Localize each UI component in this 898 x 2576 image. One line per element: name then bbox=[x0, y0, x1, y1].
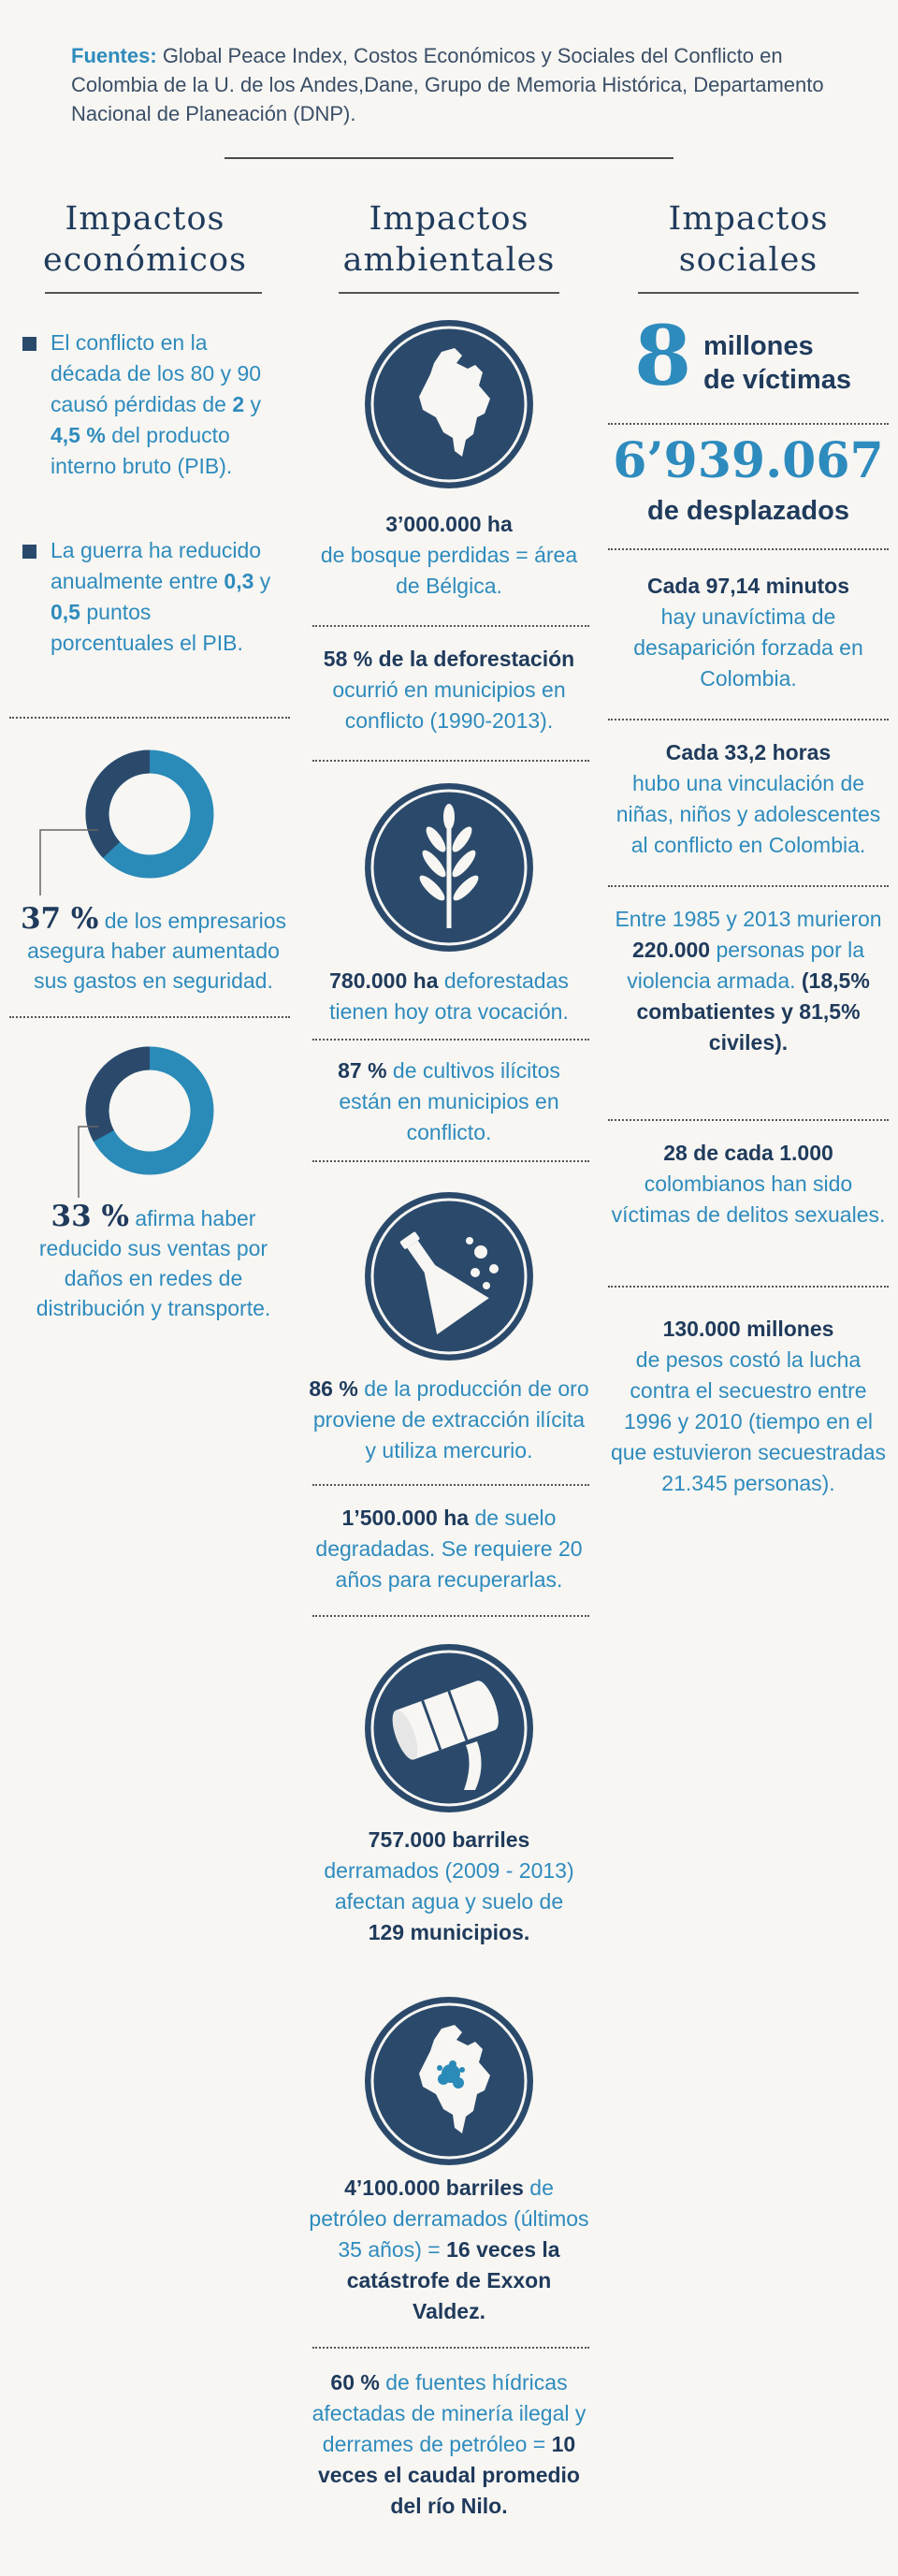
flask-mercury-icon bbox=[365, 1192, 533, 1361]
sources-note bbox=[71, 41, 838, 128]
social-stat-victims: 8 millones de víctimas bbox=[634, 307, 851, 404]
dotted-divider bbox=[9, 1016, 290, 1018]
donut-segment bbox=[97, 1058, 150, 1136]
dotted-divider bbox=[608, 885, 889, 887]
top-divider bbox=[224, 157, 674, 159]
dotted-divider bbox=[608, 423, 889, 425]
env-stat-illicit-crops: 87 % de cultivos ilícitos están en municipios en conflicto. bbox=[338, 1058, 560, 1144]
economic-stat-gdp-loss: El conflicto en la década de los 80 y 90 causó pérdidas de 2 y 4,5 % del producto interno bruto (PIB). bbox=[51, 330, 262, 478]
social-stat-displaced-number: 6’939.067 bbox=[613, 432, 884, 489]
dotted-divider bbox=[608, 719, 889, 720]
dotted-divider bbox=[312, 2347, 589, 2349]
dotted-divider bbox=[608, 1286, 889, 1288]
social-heading: Impactos sociales bbox=[668, 200, 829, 279]
economic-heading: Impactos económicos bbox=[42, 200, 248, 279]
plant-sprout-icon bbox=[365, 783, 533, 952]
dotted-divider bbox=[312, 1039, 589, 1041]
sources-label: Fuentes: bbox=[71, 44, 157, 67]
economic-stat-sales-reduction: 33 % afirma haber reducido sus ventas por daños en redes de distribución y transporte. bbox=[36, 1200, 271, 1320]
bullet-square-icon bbox=[22, 337, 36, 351]
bullet-square-icon bbox=[22, 545, 36, 559]
social-heading-rule bbox=[638, 292, 859, 294]
donut-leader-line bbox=[75, 1125, 103, 1200]
economic-stat-security-spending: 37 % de los empresarios asegura haber aumentado sus gastos en seguridad. bbox=[20, 902, 287, 993]
env-stat-barrels-spilled: 757.000 barriles derramados (2009 - 2013) afectan agua y suelo de 129 municipios. bbox=[324, 1827, 574, 1944]
env-stat-degraded-soil: 1’500.000 ha de suelo degradadas. Se requiere 20 años para recuperarlas. bbox=[315, 1506, 583, 1592]
dotted-divider bbox=[312, 1484, 589, 1486]
social-stat-displaced-label: de desplazados bbox=[647, 496, 849, 526]
social-stat-kidnapping-cost: 130.000 millones de pesos costó la lucha contra el secuestro entre 1996 y 2010 (tiempo en el que estuvieron secuestradas 21.345 personas). bbox=[610, 1317, 887, 1495]
donut-segment bbox=[97, 762, 150, 850]
donut-chart-37 bbox=[84, 749, 215, 880]
dotted-divider bbox=[312, 1615, 589, 1617]
economic-stat-annual-reduction: La guerra ha reducido anualmente entre 0,3 y 0,5 puntos porcentuales el PIB. bbox=[51, 538, 271, 655]
oil-spill-map-icon bbox=[365, 1997, 533, 2165]
environmental-heading: Impactos ambientales bbox=[342, 200, 556, 279]
social-stat-deaths: Entre 1985 y 2013 murieron 220.000 personas por la violencia armada. (18,5% combatientes y 81,5% civiles). bbox=[615, 907, 882, 1055]
social-stat-disappearance: Cada 97,14 minutos hay unavíctima de desaparición forzada en Colombia. bbox=[633, 574, 863, 691]
dotted-divider bbox=[312, 760, 589, 762]
env-stat-deforestation: 58 % de la deforestación ocurrió en municipios en conflicto (1990-2013). bbox=[323, 647, 575, 733]
sources-text: Global Peace Index, Costos Económicos y Sociales del Conflicto en Colombia de la U. de los Andes,Dane, Grupo de Memoria Histórica, Departamento Nacional de Planeación (DNP). bbox=[71, 44, 824, 125]
environmental-heading-rule bbox=[339, 292, 559, 294]
env-stat-oil-petroleum: 4’100.000 barriles de petróleo derramados (últimos 35 años) = 16 veces la catástrofe de Exxon Valdez. bbox=[309, 2176, 589, 2323]
social-stat-child-recruitment: Cada 33,2 horas hubo una vinculación de niñas, niños y adolescentes al conflicto en Colombia. bbox=[616, 740, 881, 857]
economic-heading-rule bbox=[45, 292, 262, 294]
donut-chart-33 bbox=[84, 1045, 215, 1176]
env-stat-deforested-land: 780.000 ha deforestadas tienen hoy otra vocación. bbox=[329, 968, 569, 1024]
dotted-divider bbox=[312, 1160, 589, 1162]
env-stat-water-sources: 60 % de fuentes hídricas afectadas de minería ilegal y derrames de petróleo = 10 veces el caudal promedio del río Nilo. bbox=[311, 2370, 587, 2518]
dotted-divider bbox=[608, 548, 889, 550]
dotted-divider bbox=[312, 625, 589, 627]
oil-barrel-spill-icon bbox=[365, 1644, 533, 1812]
dotted-divider bbox=[608, 1119, 889, 1121]
dotted-divider bbox=[9, 717, 290, 719]
colombia-map-icon bbox=[365, 320, 533, 488]
env-stat-gold-mercury: 86 % de la producción de oro proviene de extracción ilícita y utiliza mercurio. bbox=[309, 1376, 589, 1463]
donut-leader-line bbox=[37, 828, 103, 898]
social-stat-sexual-violence: 28 de cada 1.000 colombianos han sido víctimas de delitos sexuales. bbox=[611, 1141, 886, 1227]
env-stat-forest-loss: 3’000.000 ha de bosque perdidas = área de Bélgica. bbox=[320, 512, 578, 598]
